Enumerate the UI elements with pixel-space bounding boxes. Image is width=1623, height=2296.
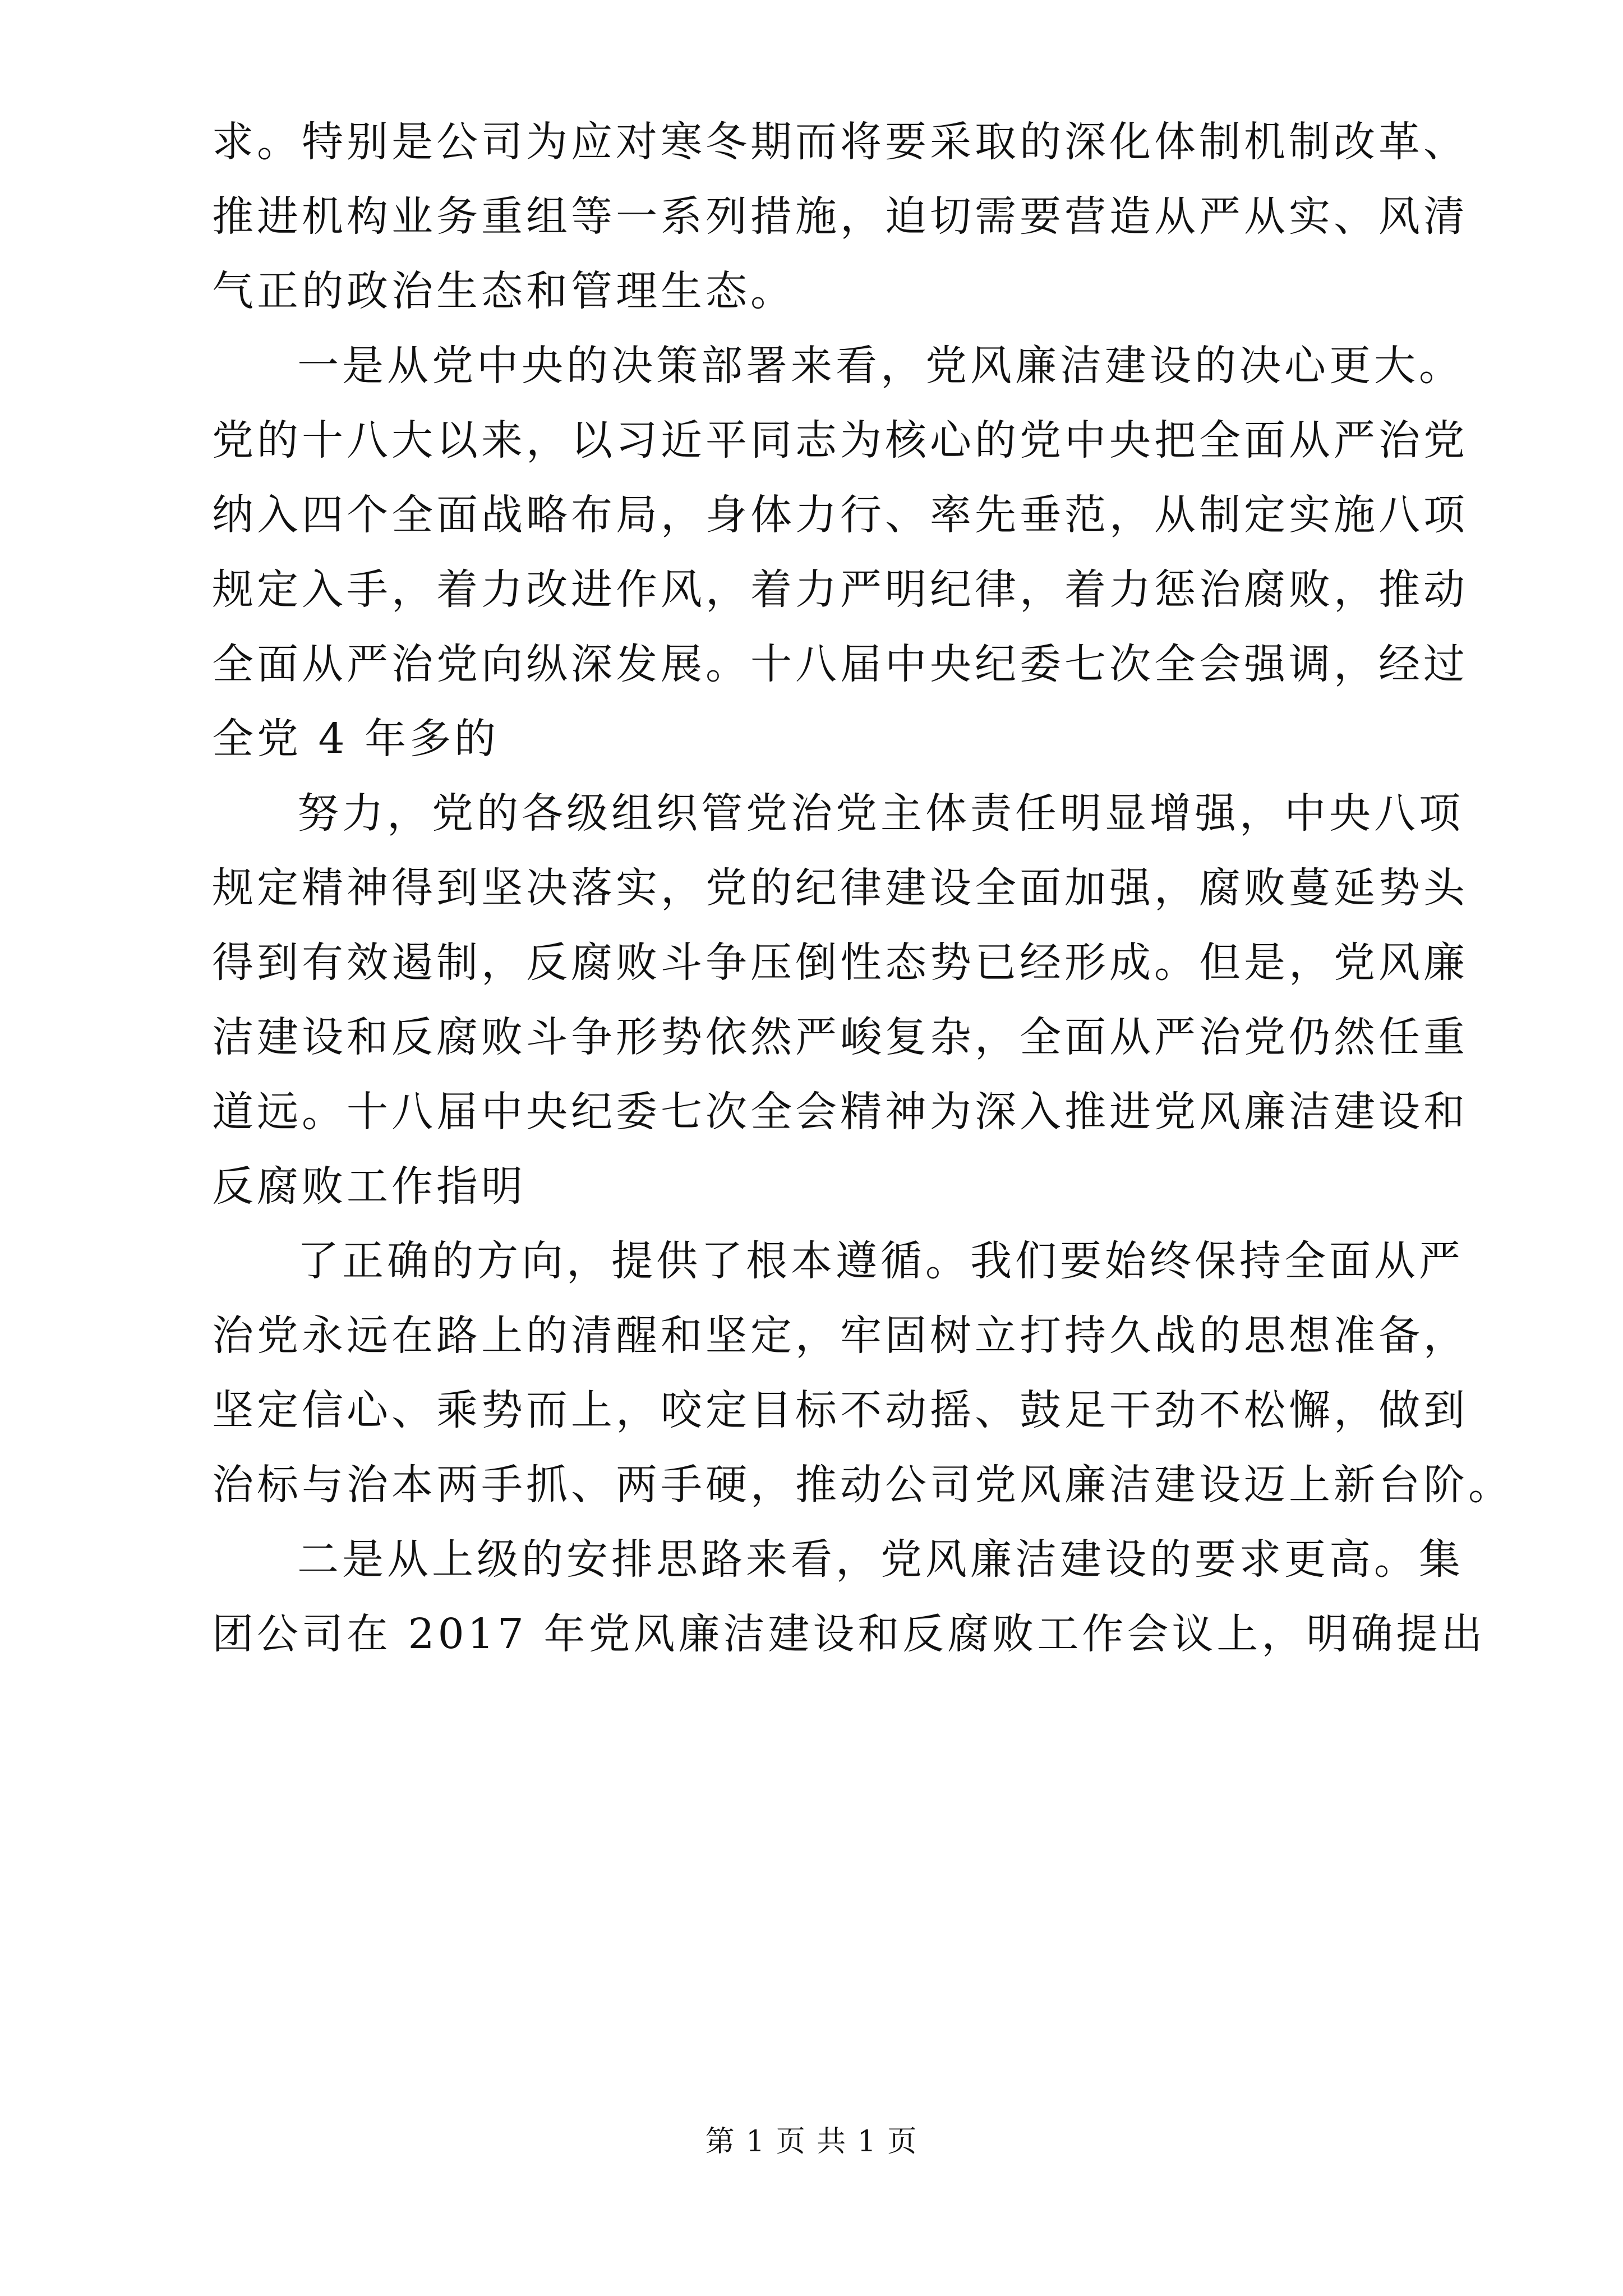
body-text-line: 全党 4 年多的	[212, 715, 500, 763]
page-number-footer: 第 1 页 共 1 页	[705, 2125, 918, 2159]
body-text-line: 团公司在 2017 年党风廉洁建设和反腐败工作会议上，明确提出	[212, 1610, 1486, 1658]
body-text-line: 了正确的方向，提供了根本遵循。我们要始终保持全面从严	[297, 1237, 1464, 1285]
body-text-line: 道远。十八届中央纪委七次全会精神为深入推进党风廉洁建设和	[212, 1088, 1468, 1136]
body-text-line: 治党永远在路上的清醒和坚定，牢固树立打持久战的思想准备，	[212, 1312, 1468, 1360]
body-text-line: 治标与治本两手抓、两手硬，推动公司党风廉洁建设迈上新台阶。	[212, 1461, 1513, 1509]
body-text-line: 努力，党的各级组织管党治党主体责任明显增强，中央八项	[297, 789, 1464, 838]
body-text-line: 二是从上级的安排思路来看，党风廉洁建设的要求更高。集	[297, 1535, 1464, 1584]
body-text-line: 坚定信心、乘势而上，咬定目标不动摇、鼓足干劲不松懈，做到	[212, 1386, 1468, 1434]
body-text-line: 一是从党中央的决策部署来看，党风廉洁建设的决心更大。	[297, 342, 1464, 390]
body-text-line: 洁建设和反腐败斗争形势依然严峻复杂，全面从严治党仍然任重	[212, 1013, 1468, 1061]
body-text-line: 规定精神得到坚决落实，党的纪律建设全面加强，腐败蔓延势头	[212, 864, 1468, 912]
body-text-line: 党的十八大以来，以习近平同志为核心的党中央把全面从严治党	[212, 416, 1468, 464]
body-text-line: 求。特别是公司为应对寒冬期而将要采取的深化体制机制改革、	[212, 118, 1468, 166]
body-text-line: 得到有效遏制，反腐败斗争压倒性态势已经形成。但是，党风廉	[212, 938, 1468, 987]
body-text-line: 全面从严治党向纵深发展。十八届中央纪委七次全会强调，经过	[212, 640, 1468, 688]
body-text-line: 纳入四个全面战略布局，身体力行、率先垂范，从制定实施八项	[212, 491, 1468, 539]
body-text-line: 推进机构业务重组等一系列措施，迫切需要营造从严从实、风清	[212, 192, 1468, 241]
body-text-line: 气正的政治生态和管理生态。	[212, 267, 795, 315]
body-text-line: 反腐败工作指明	[212, 1162, 526, 1211]
body-text-line: 规定入手，着力改进作风，着力严明纪律，着力惩治腐败，推动	[212, 565, 1468, 614]
